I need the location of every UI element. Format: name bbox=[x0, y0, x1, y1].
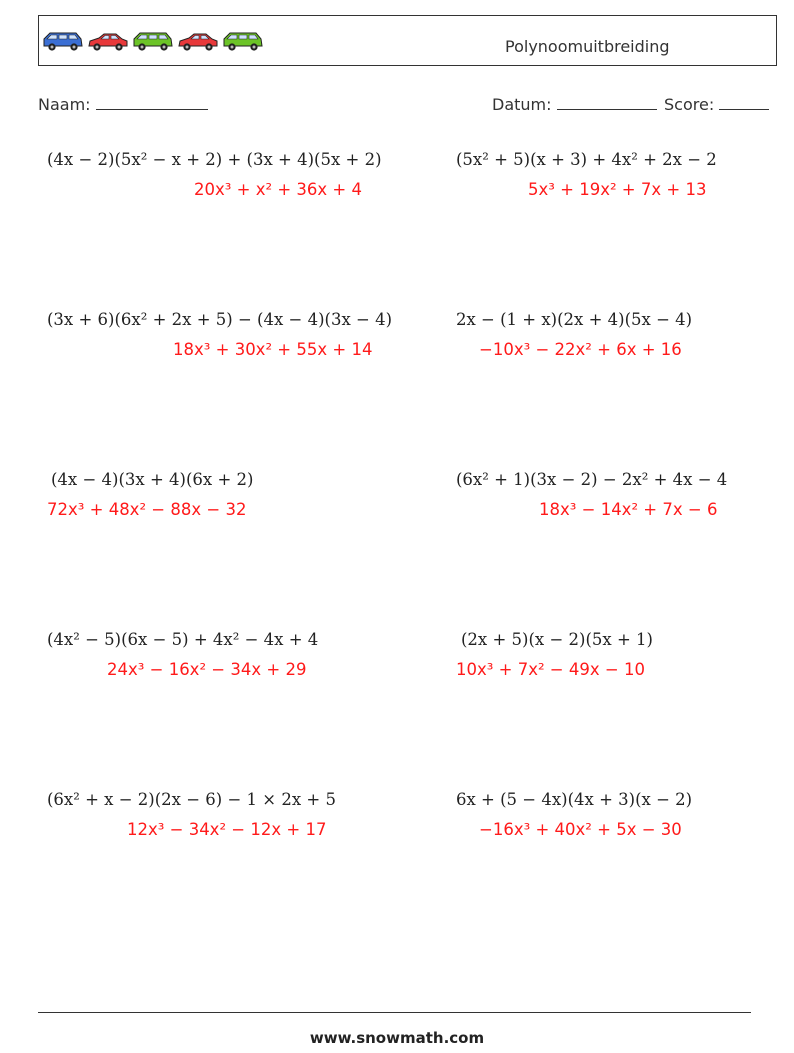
car-red-icon bbox=[87, 30, 129, 52]
car-red-icon bbox=[177, 30, 219, 52]
problem-question: (4x − 2)(5x² − x + 2) + (3x + 4)(5x + 2) bbox=[47, 150, 382, 169]
problem-question: 2x − (1 + x)(2x + 4)(5x − 4) bbox=[456, 310, 693, 329]
problem-answer: 10x³ + 7x² − 49x − 10 bbox=[456, 660, 645, 679]
problem-question: (6x² + 1)(3x − 2) − 2x² + 4x − 4 bbox=[456, 470, 728, 489]
problem-question: (4x² − 5)(6x − 5) + 4x² − 4x + 4 bbox=[47, 630, 319, 649]
date-field bbox=[492, 95, 657, 114]
problem-answer: −10x³ − 22x² + 6x + 16 bbox=[479, 340, 682, 359]
problem-question: (6x² + x − 2)(2x − 6) − 1 × 2x + 5 bbox=[47, 790, 336, 809]
car-icons bbox=[42, 30, 264, 52]
date-blank[interactable] bbox=[557, 95, 657, 110]
score-label: Score: bbox=[664, 95, 715, 114]
header-box bbox=[38, 15, 777, 66]
problem-answer: 72x³ + 48x² − 88x − 32 bbox=[47, 500, 247, 519]
problem-question: (2x + 5)(x − 2)(5x + 1) bbox=[461, 630, 653, 649]
problem-answer: −16x³ + 40x² + 5x − 30 bbox=[479, 820, 682, 839]
name-field bbox=[38, 95, 208, 114]
date-label: Datum: bbox=[492, 95, 552, 114]
car-green-icon bbox=[222, 30, 264, 52]
problem-answer: 18x³ − 14x² + 7x − 6 bbox=[539, 500, 718, 519]
problem-answer: 18x³ + 30x² + 55x + 14 bbox=[173, 340, 373, 359]
problem-question: (5x² + 5)(x + 3) + 4x² + 2x − 2 bbox=[456, 150, 717, 169]
page-title: Polynoomuitbreiding bbox=[505, 37, 670, 56]
name-blank[interactable] bbox=[96, 95, 208, 110]
score-blank[interactable] bbox=[719, 95, 769, 110]
problem-answer: 20x³ + x² + 36x + 4 bbox=[194, 180, 362, 199]
footer-divider bbox=[38, 1012, 751, 1013]
problem-answer: 5x³ + 19x² + 7x + 13 bbox=[528, 180, 707, 199]
name-label: Naam: bbox=[38, 95, 91, 114]
car-green-icon bbox=[132, 30, 174, 52]
car-blue-icon bbox=[42, 30, 84, 52]
score-field bbox=[664, 95, 769, 114]
problem-question: 6x + (5 − 4x)(4x + 3)(x − 2) bbox=[456, 790, 693, 809]
footer-url: www.snowmath.com bbox=[309, 1029, 485, 1047]
problem-question: (3x + 6)(6x² + 2x + 5) − (4x − 4)(3x − 4) bbox=[47, 310, 393, 329]
problem-answer: 12x³ − 34x² − 12x + 17 bbox=[127, 820, 327, 839]
problem-question: (4x − 4)(3x + 4)(6x + 2) bbox=[51, 470, 254, 489]
problem-answer: 24x³ − 16x² − 34x + 29 bbox=[107, 660, 307, 679]
